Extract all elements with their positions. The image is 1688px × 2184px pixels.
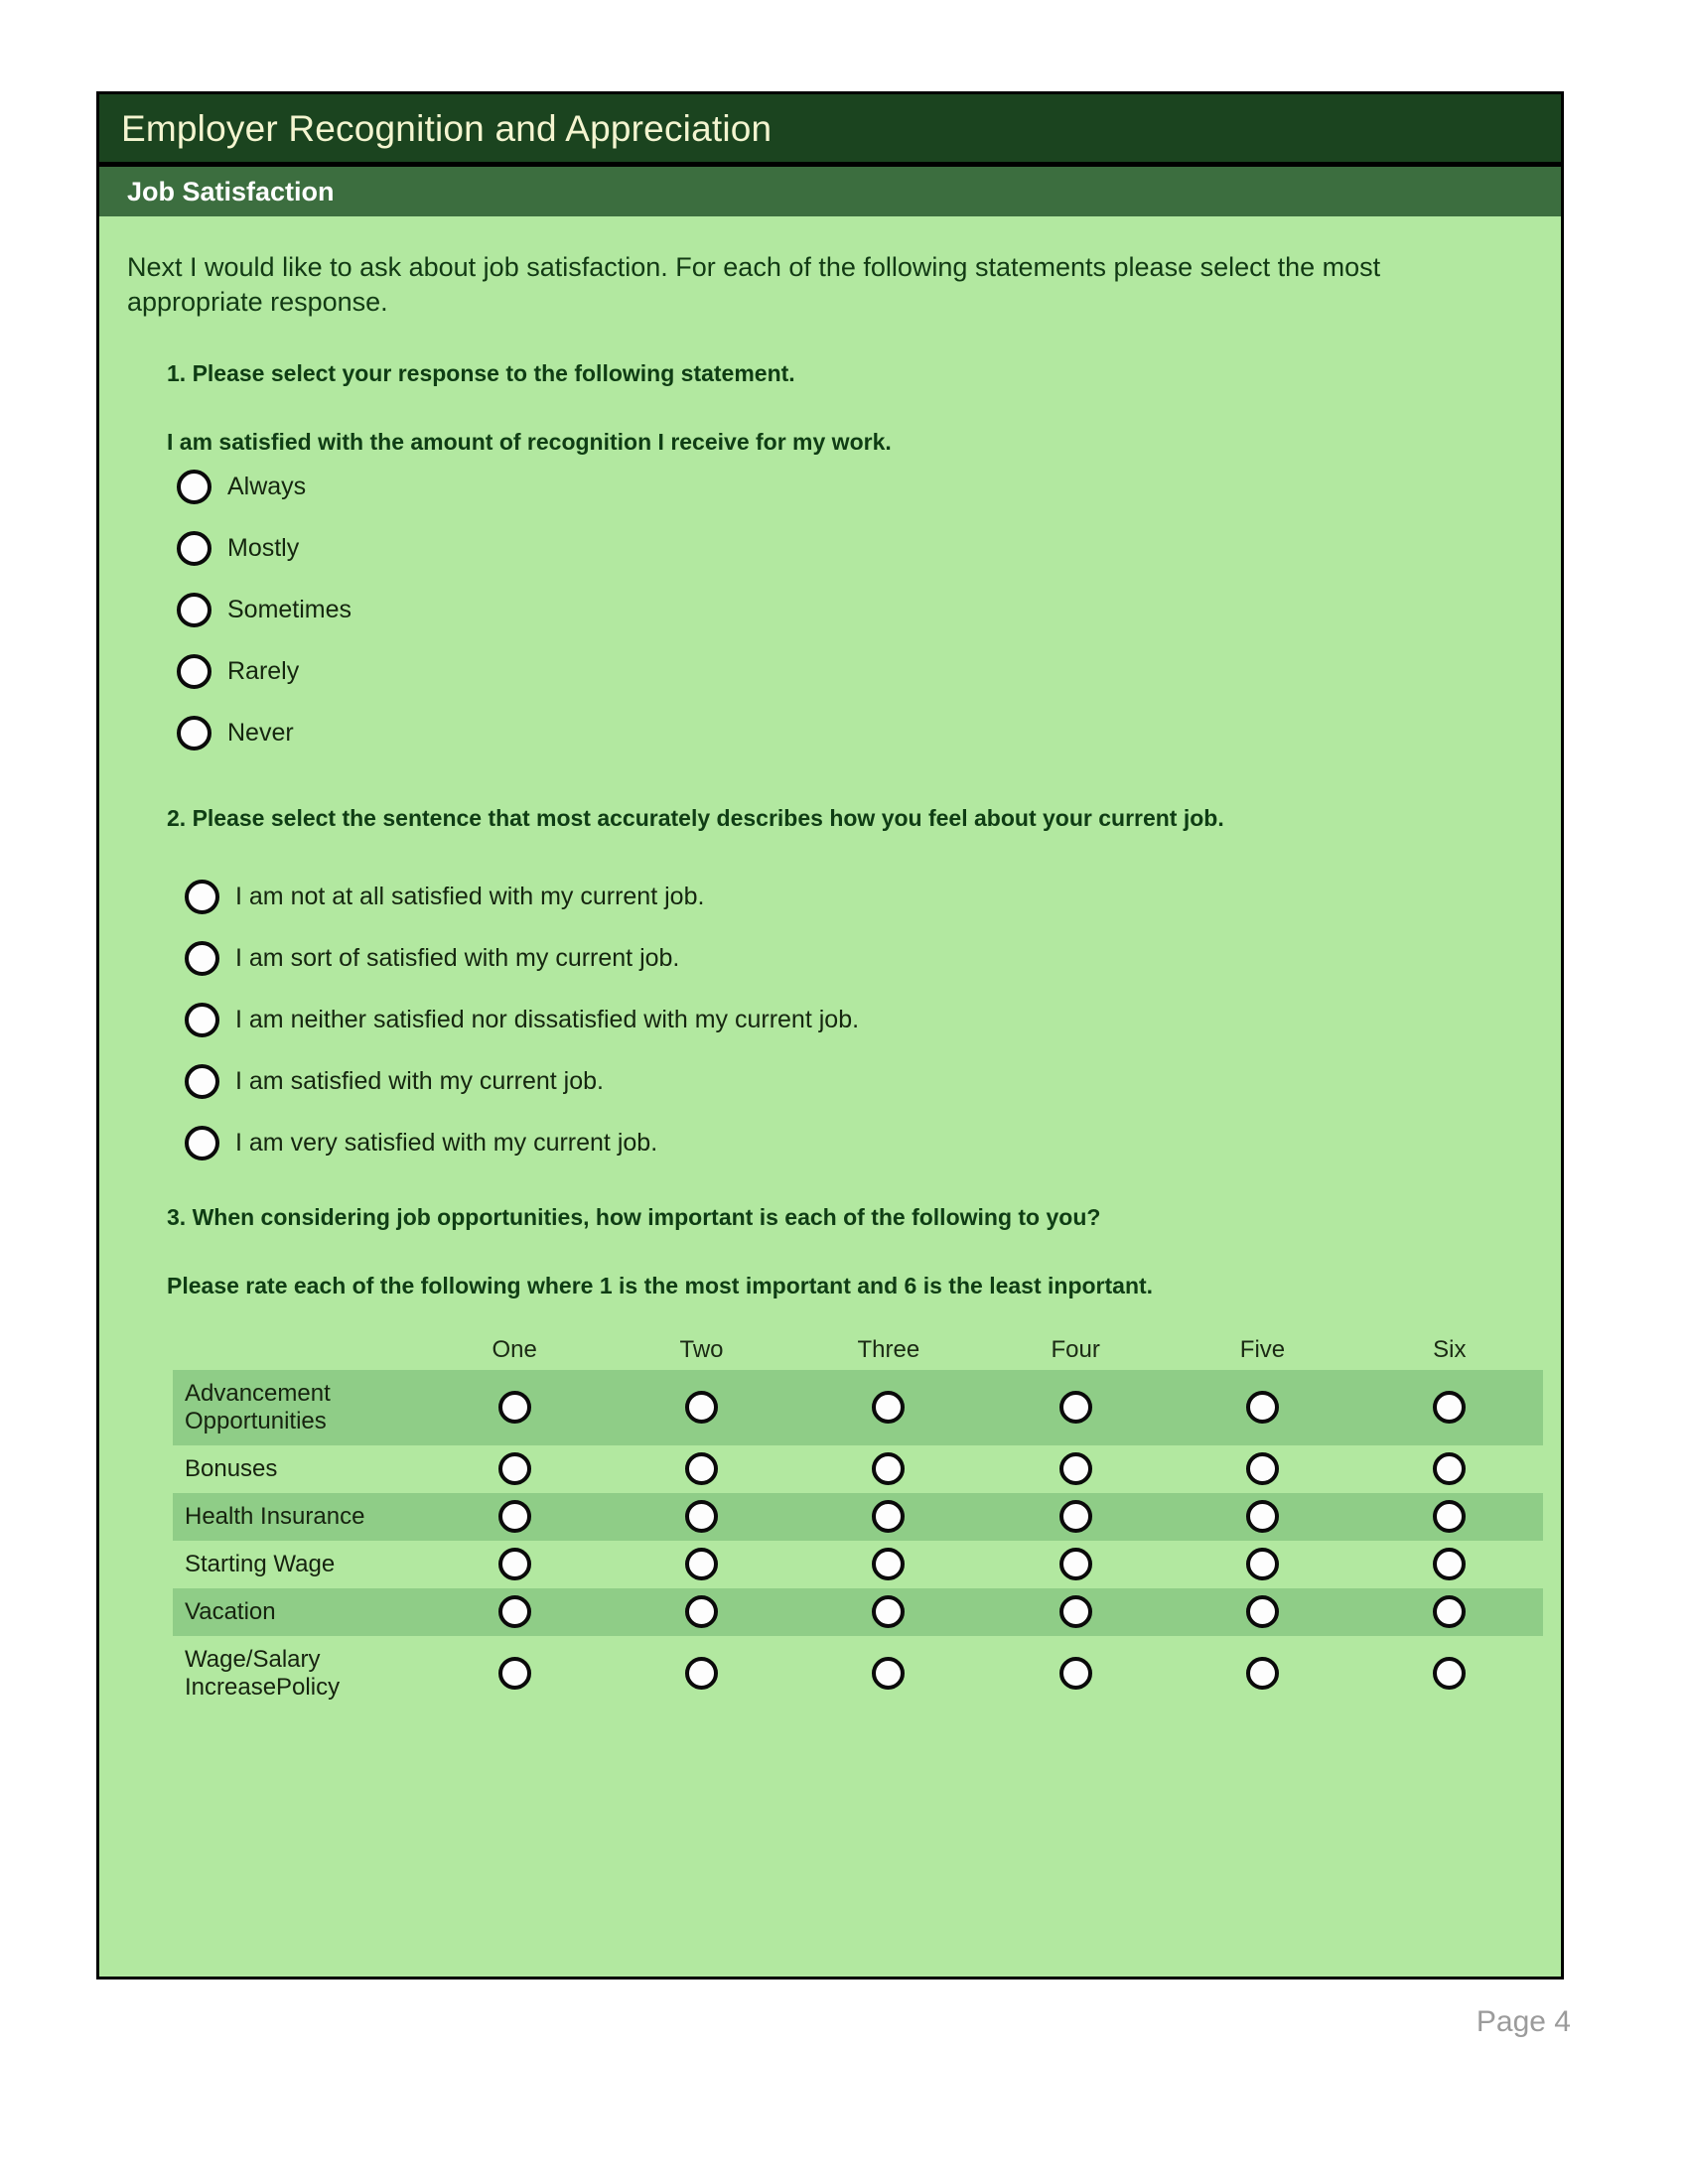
question-2-block	[99, 804, 1561, 1174]
radio-button-icon[interactable]	[1059, 1548, 1092, 1580]
radio-button-icon[interactable]	[1433, 1657, 1466, 1690]
radio-button-icon[interactable]	[498, 1595, 531, 1628]
radio-option-always[interactable]	[177, 457, 1521, 518]
matrix-row-label-health-insurance: Health Insurance	[173, 1493, 421, 1541]
matrix-cell-advancement-four[interactable]	[982, 1370, 1169, 1445]
matrix-cell-health-six[interactable]	[1356, 1493, 1543, 1541]
section-title: Job Satisfaction	[127, 176, 335, 206]
radio-button-icon[interactable]	[872, 1452, 905, 1485]
matrix-cell-bonuses-one[interactable]	[421, 1445, 608, 1493]
radio-button-icon[interactable]	[185, 880, 219, 914]
question-1-options	[177, 457, 1521, 764]
table-row	[173, 1588, 1543, 1636]
matrix-corner-cell	[173, 1326, 421, 1370]
matrix-column-header-three: Three	[857, 1335, 920, 1363]
radio-button-icon[interactable]	[498, 1500, 531, 1533]
radio-option-neither-satisfied[interactable]	[185, 989, 1521, 1050]
radio-button-icon[interactable]	[1059, 1500, 1092, 1533]
radio-button-icon[interactable]	[185, 1126, 219, 1160]
radio-option-mostly[interactable]	[177, 518, 1521, 580]
row-label-line-1: Advancement	[185, 1379, 331, 1407]
question-3-block	[99, 1203, 1561, 1711]
radio-button-icon[interactable]	[177, 654, 211, 689]
matrix-row-label-advancement-opportunities	[173, 1370, 421, 1445]
radio-button-icon[interactable]	[685, 1452, 718, 1485]
matrix-cell-starting-wage-six[interactable]	[1356, 1541, 1543, 1588]
matrix-cell-vacation-four[interactable]	[982, 1588, 1169, 1636]
question-3-title: 3. When considering job opportunities, how important is each of the following to you?	[167, 1204, 1101, 1231]
radio-button-icon[interactable]	[1433, 1548, 1466, 1580]
table-row	[173, 1370, 1543, 1445]
radio-button-icon[interactable]	[1059, 1595, 1092, 1628]
matrix-cell-wage-policy-six[interactable]	[1356, 1636, 1543, 1711]
radio-button-icon[interactable]	[185, 1064, 219, 1099]
form-title: Employer Recognition and Appreciation	[121, 107, 773, 149]
matrix-cell-bonuses-three[interactable]	[795, 1445, 982, 1493]
radio-button-icon[interactable]	[1246, 1391, 1279, 1424]
row-label-line-1: Wage/Salary	[185, 1645, 321, 1673]
matrix-cell-starting-wage-one[interactable]	[421, 1541, 608, 1588]
matrix-cell-bonuses-five[interactable]	[1169, 1445, 1355, 1493]
matrix-cell-wage-policy-three[interactable]	[795, 1636, 982, 1711]
matrix-cell-advancement-five[interactable]	[1169, 1370, 1355, 1445]
radio-button-icon[interactable]	[1246, 1657, 1279, 1690]
radio-button-icon[interactable]	[177, 531, 211, 566]
row-label-line-2: IncreasePolicy	[185, 1673, 341, 1701]
question-1-statement: I am satisfied with the amount of recognition I receive for my work.	[167, 428, 892, 455]
option-label: Always	[227, 473, 307, 501]
radio-button-icon[interactable]	[498, 1548, 531, 1580]
radio-button-icon[interactable]	[685, 1657, 718, 1690]
option-label: I am not at all satisfied with my current job.	[235, 882, 705, 910]
question-2-title: 2. Please select the sentence that most accurately describes how you feel about your current job.	[167, 804, 1224, 831]
radio-option-never[interactable]	[177, 703, 1521, 764]
radio-button-icon[interactable]	[498, 1452, 531, 1485]
matrix-cell-health-one[interactable]	[421, 1493, 608, 1541]
radio-button-icon[interactable]	[177, 470, 211, 504]
matrix-header-row	[173, 1326, 1543, 1370]
table-row	[173, 1493, 1543, 1541]
radio-button-icon[interactable]	[1433, 1500, 1466, 1533]
radio-button-icon[interactable]	[1433, 1452, 1466, 1485]
matrix-cell-wage-policy-four[interactable]	[982, 1636, 1169, 1711]
radio-button-icon[interactable]	[1246, 1548, 1279, 1580]
importance-rating-matrix	[173, 1326, 1543, 1711]
option-label: I am sort of satisfied with my current job.	[235, 943, 680, 972]
table-row	[173, 1541, 1543, 1588]
option-label: I am neither satisfied nor dissatisfied with my current job.	[235, 1005, 860, 1033]
matrix-cell-advancement-one[interactable]	[421, 1370, 608, 1445]
matrix-cell-vacation-one[interactable]	[421, 1588, 608, 1636]
radio-button-icon[interactable]	[872, 1657, 905, 1690]
radio-button-icon[interactable]	[1059, 1452, 1092, 1485]
radio-option-rarely[interactable]	[177, 641, 1521, 703]
matrix-cell-vacation-three[interactable]	[795, 1588, 982, 1636]
matrix-cell-starting-wage-two[interactable]	[608, 1541, 794, 1588]
matrix-column-header-five: Five	[1239, 1335, 1286, 1363]
radio-option-sort-of-satisfied[interactable]	[185, 927, 1521, 989]
page-number: Page 4	[1476, 2005, 1571, 2038]
radio-button-icon[interactable]	[177, 593, 211, 627]
matrix-cell-health-two[interactable]	[608, 1493, 794, 1541]
radio-option-very-satisfied[interactable]	[185, 1112, 1521, 1173]
radio-button-icon[interactable]	[1433, 1595, 1466, 1628]
radio-button-icon[interactable]	[872, 1500, 905, 1533]
matrix-cell-advancement-two[interactable]	[608, 1370, 794, 1445]
radio-button-icon[interactable]	[685, 1595, 718, 1628]
option-label: Rarely	[227, 657, 300, 686]
radio-button-icon[interactable]	[1433, 1391, 1466, 1424]
matrix-cell-health-four[interactable]	[982, 1493, 1169, 1541]
matrix-body	[173, 1370, 1543, 1711]
radio-option-sometimes[interactable]	[177, 580, 1521, 641]
matrix-header	[173, 1326, 1543, 1370]
question-3-instruction: Please rate each of the following where 1 is the most important and 6 is the least inportant.	[167, 1273, 1154, 1299]
radio-button-icon[interactable]	[177, 716, 211, 751]
radio-button-icon[interactable]	[1059, 1657, 1092, 1690]
option-label: I am satisfied with my current job.	[235, 1066, 604, 1095]
matrix-column-header-two: Two	[679, 1335, 724, 1363]
form-body	[99, 216, 1561, 1978]
radio-button-icon[interactable]	[498, 1391, 531, 1424]
radio-button-icon[interactable]	[1059, 1391, 1092, 1424]
radio-button-icon[interactable]	[1246, 1452, 1279, 1485]
radio-button-icon[interactable]	[872, 1391, 905, 1424]
intro-text: Next I would like to ask about job satisfaction. For each of the following statements please select the most appropriate response.	[127, 252, 1381, 318]
form-title-bar	[99, 94, 1561, 162]
row-label-line-2: Opportunities	[185, 1407, 327, 1434]
matrix-cell-starting-wage-four[interactable]	[982, 1541, 1169, 1588]
matrix-cell-vacation-five[interactable]	[1169, 1588, 1355, 1636]
radio-option-not-at-all-satisfied[interactable]	[185, 866, 1521, 927]
matrix-row-label-vacation: Vacation	[173, 1588, 421, 1636]
radio-button-icon[interactable]	[685, 1391, 718, 1424]
matrix-cell-health-five[interactable]	[1169, 1493, 1355, 1541]
matrix-row-label-wage-salary-increase-policy	[173, 1636, 421, 1711]
table-row	[173, 1445, 1543, 1493]
radio-button-icon[interactable]	[1246, 1595, 1279, 1628]
radio-button-icon[interactable]	[185, 941, 219, 976]
option-label: Sometimes	[227, 596, 352, 624]
matrix-column-header-six: Six	[1433, 1335, 1467, 1363]
matrix-column-header-one: One	[492, 1335, 537, 1363]
radio-option-satisfied[interactable]	[185, 1050, 1521, 1112]
matrix-row-label-bonuses: Bonuses	[185, 1454, 278, 1482]
matrix-cell-bonuses-two[interactable]	[608, 1445, 794, 1493]
matrix-row-label-starting-wage: Starting Wage	[185, 1550, 336, 1577]
survey-form-card	[96, 91, 1564, 1979]
matrix-cell-advancement-six[interactable]	[1356, 1370, 1543, 1445]
matrix-cell-vacation-six[interactable]	[1356, 1588, 1543, 1636]
question-2-options	[185, 866, 1521, 1173]
option-label: I am very satisfied with my current job.	[235, 1128, 658, 1157]
radio-button-icon[interactable]	[498, 1657, 531, 1690]
radio-button-icon[interactable]	[185, 1003, 219, 1037]
radio-button-icon[interactable]	[685, 1500, 718, 1533]
matrix-cell-wage-policy-five[interactable]	[1169, 1636, 1355, 1711]
matrix-cell-starting-wage-five[interactable]	[1169, 1541, 1355, 1588]
section-header-bar	[99, 167, 1561, 216]
matrix-cell-bonuses-four[interactable]	[982, 1445, 1169, 1493]
radio-button-icon[interactable]	[685, 1548, 718, 1580]
matrix-cell-starting-wage-three[interactable]	[795, 1541, 982, 1588]
matrix-cell-wage-policy-two[interactable]	[608, 1636, 794, 1711]
option-label: Never	[227, 719, 294, 748]
question-1-block	[99, 359, 1561, 764]
question-1-title: 1. Please select your response to the following statement.	[167, 360, 795, 387]
matrix-cell-bonuses-six[interactable]	[1356, 1445, 1543, 1493]
matrix-cell-advancement-three[interactable]	[795, 1370, 982, 1445]
matrix-cell-vacation-two[interactable]	[608, 1588, 794, 1636]
radio-button-icon[interactable]	[1246, 1500, 1279, 1533]
matrix-cell-wage-policy-one[interactable]	[421, 1636, 608, 1711]
matrix-column-header-four: Four	[1051, 1335, 1100, 1363]
option-label: Mostly	[227, 534, 300, 563]
radio-button-icon[interactable]	[872, 1548, 905, 1580]
matrix-cell-health-three[interactable]	[795, 1493, 982, 1541]
radio-button-icon[interactable]	[872, 1595, 905, 1628]
table-row	[173, 1636, 1543, 1711]
